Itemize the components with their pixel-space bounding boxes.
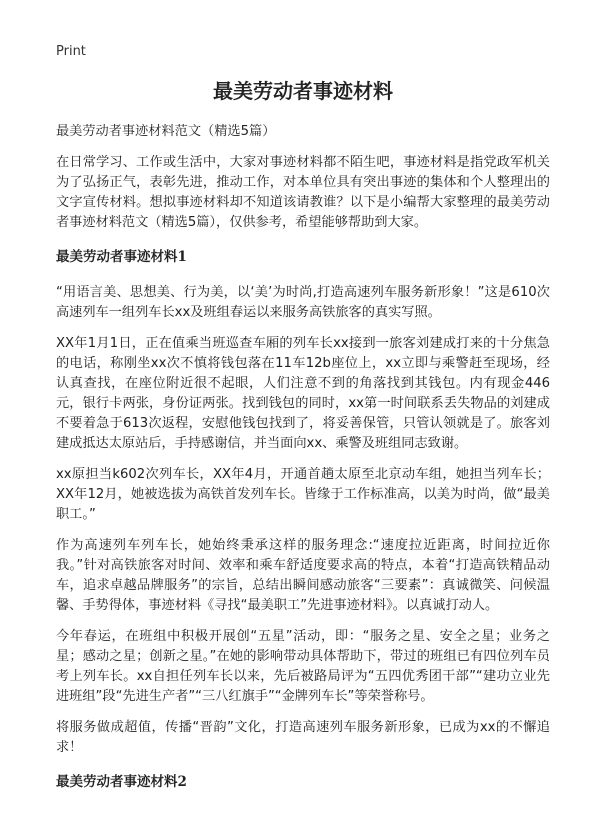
paragraph: 作为高速列车列车长，她始终秉承这样的服务理念:“速度拉近距离，时间拉近你我。”针对高铁旅客对时间、效率和乘车舒适度要求高的特点，本着“打造高铁精品动车，追求卓越品牌服务”的宗旨，总结出瞬间感动旅客“三要素”：真诚微笑、问候温馨、手势得体，事迹材料《寻找“最美职工”先进事迹材料》。以真诚打动人。 xyxy=(56,538,550,613)
print-link[interactable]: Print xyxy=(56,44,86,59)
page-title: 最美劳动者事迹材料 xyxy=(213,79,393,103)
paragraph: 将服务做成超值，传播“晋韵”文化，打造高速列车服务新形象，已成为xx的不懈追求！ xyxy=(56,720,550,755)
paragraph: xx原担当k602次列车长，XX年4月，开通首趟太原至北京动车组，她担当列车长；XX年12月，她被选拔为高铁首发列车长。皆缘于工作标准高，以美为时尚，做“最美职工。” xyxy=(56,467,550,522)
paragraph: “用语言美、思想美、行为美，以‘美’为时尚,打造高速列车服务新形象！”这是610次高速列车一组列车长xx及班组春运以来服务高铁旅客的真实写照。 xyxy=(56,285,550,320)
section-heading-2: 最美劳动者事迹材料2 xyxy=(56,774,187,790)
paragraph: XX年1月1日，正在值乘当班巡查车厢的列车长xx接到一旅客刘建成打来的十分焦急的电话，称刚坐xx次不慎将钱包落在11车12b座位上，xx立即与乘警赶至现场，经认真查找，在座位附近很不起眼，人们注意不到的角落找到其钱包。内有现金446元，银行卡两张，身份证两张。找到钱包的同时，xx第一时间联系丢失物品的刘建成不要着急于613次返程，安慰他钱包找到了，将妥善保管，只管认领就是了。旅客刘建成抵达太原站后，手持感谢信，并当面向xx、乘警及班组同志致谢。 xyxy=(56,336,550,451)
paragraph: 今年春运，在班组中积极开展创“五星”活动，即：“服务之星、安全之星；业务之星；感动之星；创新之星。”在她的影响带动具体帮助下，带过的班组已有四位列车员考上列车长。xx自担任列车长以来，先后被路局评为“五四优秀团干部”“建功立业先进班组”段“先进生产者”“三八红旗手”“金牌列车长”等荣誉称号。 xyxy=(56,629,550,704)
document-body xyxy=(56,78,550,808)
intro-paragraph: 在日常学习、工作或生活中，大家对事迹材料都不陌生吧，事迹材料是指党政军机关为了弘扬正气，表彰先进，推动工作，对本单位具有突出事迹的集体和个人整理出的文字宣传材料。想拟事迹材料却不知道该请教谁？以下是小编帮大家整理的最美劳动者事迹材料范文（精选5篇），仅供参考，希望能够帮助到大家。 xyxy=(56,155,550,230)
section-heading-1: 最美劳动者事迹材料1 xyxy=(56,249,187,265)
subtitle: 最美劳动者事迹材料范文（精选5篇） xyxy=(56,124,276,139)
